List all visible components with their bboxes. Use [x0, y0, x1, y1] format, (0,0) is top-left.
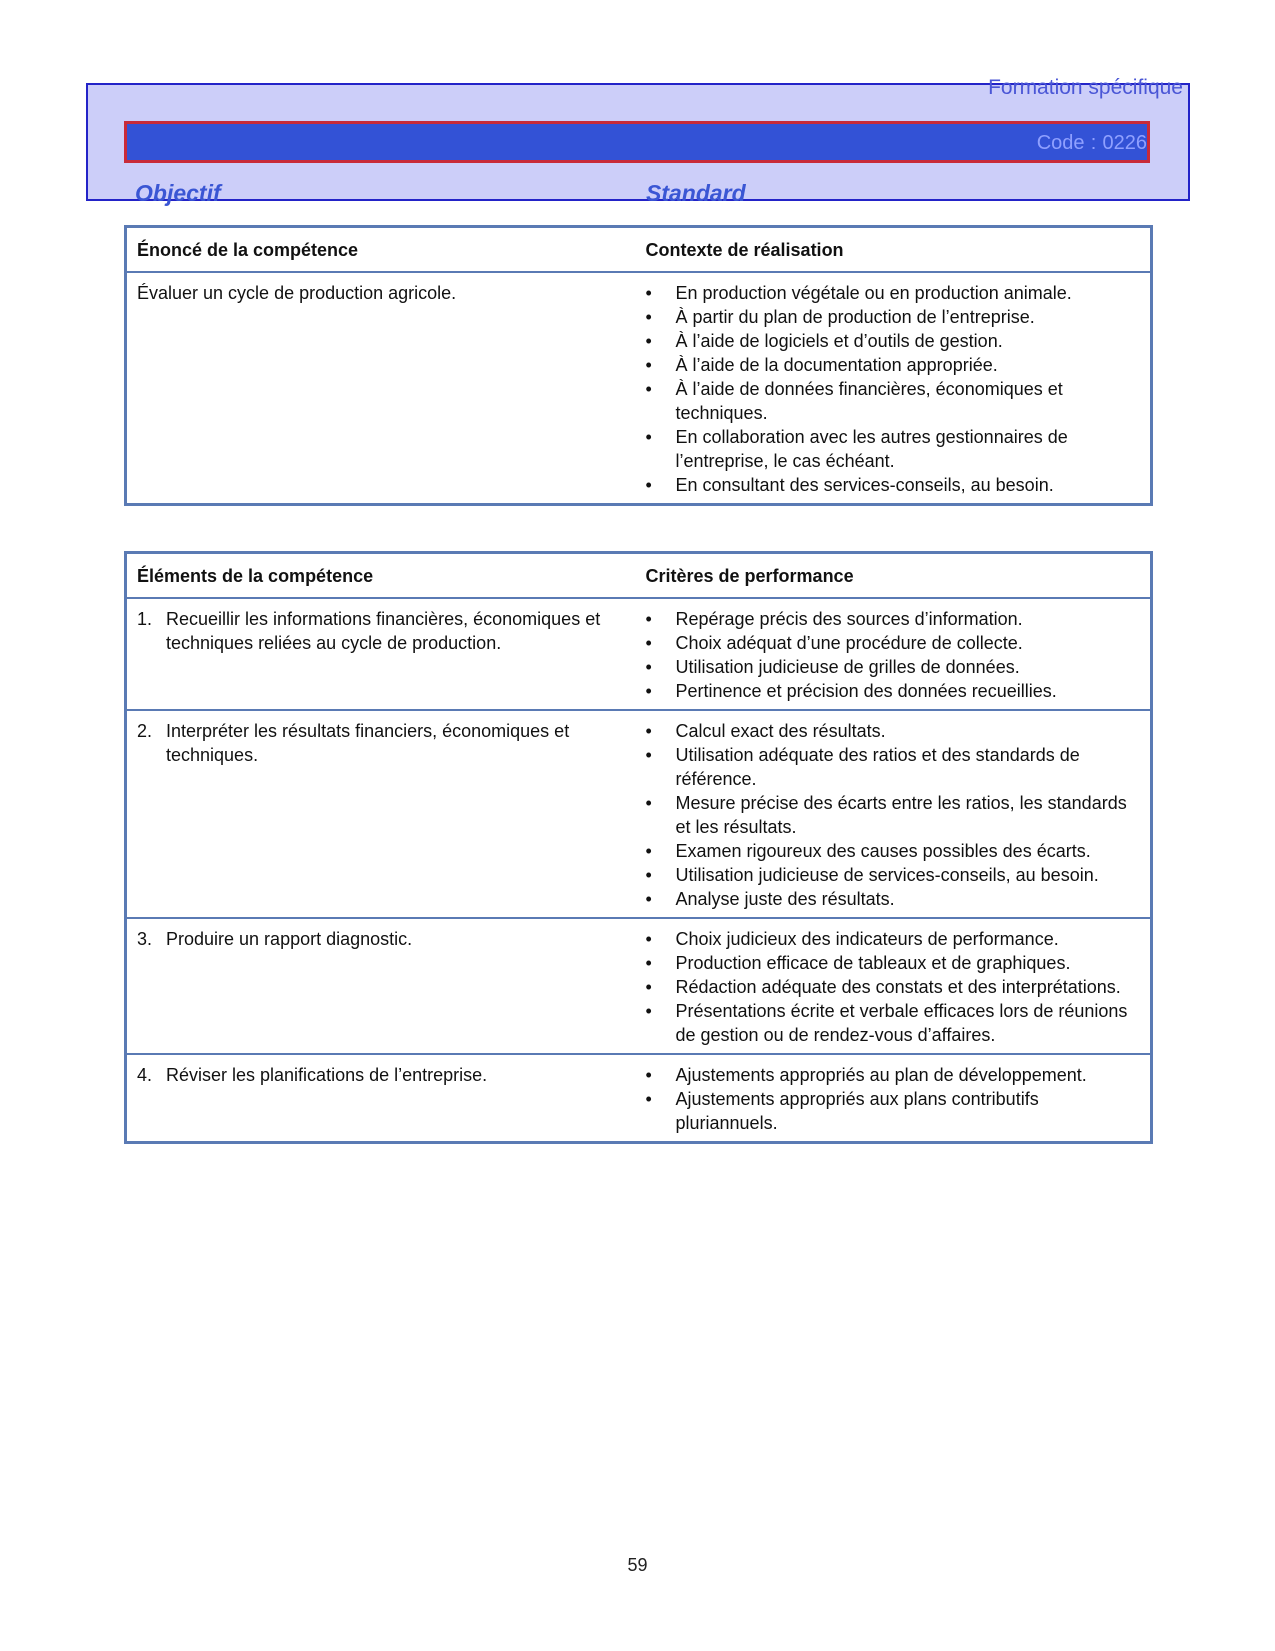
criteria-list: [646, 927, 1141, 1047]
code-separator: :: [1090, 132, 1097, 154]
list-item: • À l’aide de la documentation appropriée.: [646, 353, 1141, 377]
list-item: • Présentations écrite et verbale efficaces lors de réunions de gestion ou de rendez-vous d’affaires.: [646, 999, 1141, 1047]
table-row: [126, 918, 1152, 1054]
criteria-list: [646, 607, 1141, 703]
code-bar: [124, 121, 1150, 163]
table-row: [126, 1054, 1152, 1143]
list-item: • À l’aide de données financières, économiques et techniques.: [646, 377, 1141, 425]
element-text: Réviser les planifications de l’entreprise.: [166, 1065, 488, 1085]
elements-table: [124, 551, 1153, 1144]
element-number: 1.: [137, 609, 153, 629]
list-item: • Ajustements appropriés aux plans contributifs pluriannuels.: [646, 1087, 1141, 1135]
list-item: • Ajustements appropriés au plan de développement.: [646, 1063, 1141, 1087]
program-title: Formation spécifique: [988, 76, 1183, 99]
competence-statement: Évaluer un cycle de production agricole.: [137, 283, 457, 303]
list-item: • Production efficace de tableaux et de graphiques.: [646, 951, 1141, 975]
list-item: • Pertinence et précision des données recueillies.: [646, 679, 1141, 703]
competence-table: [124, 225, 1153, 506]
criteria-list: [646, 719, 1141, 911]
element-text: Recueillir les informations financières, économiques et techniques reliées au cycle de production.: [166, 609, 601, 653]
list-item: • Choix adéquat d’une procédure de collecte.: [646, 631, 1141, 655]
list-item: • Analyse juste des résultats.: [646, 887, 1141, 911]
element-number: 3.: [137, 929, 153, 949]
list-item: • En production végétale ou en production animale.: [646, 281, 1141, 305]
competency-code: [1037, 132, 1147, 155]
elements-heading: Éléments de la compétence: [126, 553, 636, 599]
criteria-list: [646, 1063, 1141, 1135]
list-item: • À partir du plan de production de l’entreprise.: [646, 305, 1141, 329]
standard-heading: Standard: [646, 180, 746, 206]
list-item: • Choix judicieux des indicateurs de performance.: [646, 927, 1141, 951]
list-item: • En consultant des services-conseils, au besoin.: [646, 473, 1141, 497]
page-number: 59: [627, 1555, 648, 1575]
list-item: • En collaboration avec les autres gestionnaires de l’entreprise, le cas échéant.: [646, 425, 1141, 473]
code-value: 0226: [1102, 132, 1147, 154]
list-item: • Examen rigoureux des causes possibles des écarts.: [646, 839, 1141, 863]
element-number: 4.: [137, 1065, 153, 1085]
element-number: 2.: [137, 721, 153, 741]
table-header-row: [126, 553, 1152, 599]
table-row: [126, 710, 1152, 918]
table-row: [126, 272, 1152, 505]
list-item: • Utilisation judicieuse de grilles de données.: [646, 655, 1141, 679]
element-text: Produire un rapport diagnostic.: [166, 929, 413, 949]
list-item: • Utilisation adéquate des ratios et des standards de référence.: [646, 743, 1141, 791]
criteria-heading: Critères de performance: [636, 553, 1152, 599]
list-item: • Calcul exact des résultats.: [646, 719, 1141, 743]
statement-heading: Énoncé de la compétence: [126, 227, 636, 273]
list-item: • Rédaction adéquate des constats et des interprétations.: [646, 975, 1141, 999]
list-item: • Utilisation judicieuse de services-conseils, au besoin.: [646, 863, 1141, 887]
objective-heading: Objectif: [135, 180, 221, 206]
list-item: • Repérage précis des sources d’information.: [646, 607, 1141, 631]
table-header-row: [126, 227, 1152, 273]
code-label: Code: [1036, 132, 1085, 154]
element-text: Interpréter les résultats financiers, économiques et techniques.: [166, 721, 570, 765]
context-heading: Contexte de réalisation: [636, 227, 1152, 273]
list-item: • Mesure précise des écarts entre les ratios, les standards et les résultats.: [646, 791, 1141, 839]
list-item: • À l’aide de logiciels et d’outils de gestion.: [646, 329, 1141, 353]
context-list: [646, 281, 1141, 497]
table-row: [126, 598, 1152, 710]
